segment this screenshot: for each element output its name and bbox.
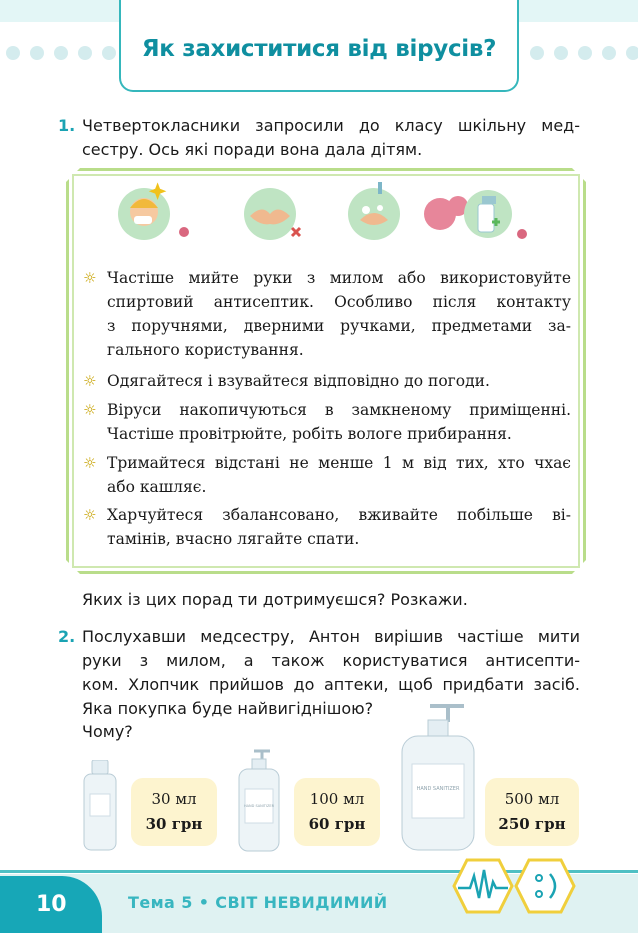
virus-spray-illustration bbox=[418, 180, 528, 246]
large-sanitizer-bottle bbox=[400, 700, 476, 852]
product-volume: 30 мл bbox=[151, 790, 197, 808]
tip-clothing bbox=[83, 369, 571, 393]
product-price: 60 грн bbox=[308, 815, 366, 833]
tip-line: Віруси накопичуються в замкненому приміщенні. bbox=[107, 401, 571, 419]
task-1-number: 1. bbox=[58, 116, 76, 135]
header-dot bbox=[78, 46, 92, 60]
price-card-500ml bbox=[485, 778, 579, 846]
tip-line: гального користування. bbox=[107, 341, 304, 359]
handshake-illustration bbox=[240, 180, 310, 246]
tip-text bbox=[83, 451, 571, 499]
task-2-line: ком. Хлопчик прийшов до аптеки, щоб придбати засіб. bbox=[82, 675, 580, 694]
tip-line: з поручнями, дверними ручками, предметами за- bbox=[107, 317, 571, 335]
tip-distance bbox=[83, 451, 571, 499]
header-dot bbox=[6, 46, 20, 60]
header-dot bbox=[626, 46, 638, 60]
page-number: 10 bbox=[36, 892, 67, 917]
header-dot bbox=[54, 46, 68, 60]
price-card-100ml bbox=[294, 778, 380, 846]
tip-nutrition bbox=[83, 503, 571, 551]
header-dot bbox=[530, 46, 544, 60]
header-dot bbox=[554, 46, 568, 60]
tip-line: або кашляє. bbox=[107, 478, 207, 496]
header-dot bbox=[578, 46, 592, 60]
header-dot bbox=[102, 46, 116, 60]
product-volume: 500 мл bbox=[504, 790, 560, 808]
task-2-line: Чому? bbox=[82, 722, 133, 741]
task-2-line: руки з милом, а також користуватися антисепти- bbox=[82, 651, 580, 670]
task-1-line: сестру. Ось які поради вона дала дітям. bbox=[82, 140, 423, 159]
tip-line: спиртовий антисептик. Особливо після контакту bbox=[107, 293, 571, 311]
smile-hexagon-icon bbox=[514, 858, 576, 914]
tip-line: Частіше мийте руки з милом або використовуйте bbox=[107, 269, 571, 287]
medium-sanitizer-bottle bbox=[236, 745, 282, 852]
sun-bullet-icon: ☼ bbox=[83, 454, 97, 472]
task-2-text bbox=[82, 625, 580, 721]
large-bottle-label: HAND SANITIZER bbox=[416, 786, 460, 792]
tip-text bbox=[83, 398, 571, 446]
footer-theme: Тема 5 • СВІТ НЕВИДИМИЙ bbox=[128, 893, 388, 912]
product-price: 30 грн bbox=[145, 815, 203, 833]
page-number-tab bbox=[0, 876, 102, 933]
question-text: Яких із цих порад ти дотримуєшся? Розкажи. bbox=[82, 590, 468, 609]
small-sanitizer-bottle bbox=[82, 760, 118, 852]
tip-line: Тримайтеся відстані не менше 1 м від тих, хто чхає bbox=[107, 454, 571, 472]
tip-text bbox=[83, 266, 571, 362]
header-dot bbox=[30, 46, 44, 60]
sun-bullet-icon: ☼ bbox=[83, 269, 97, 287]
tip-text bbox=[83, 503, 571, 551]
task-2-line: Яка покупка буде найвигіднішою? bbox=[82, 699, 374, 718]
page-title: Як захиститися від вірусів? bbox=[141, 36, 497, 62]
tip-line: Харчуйтеся збалансовано, вживайте побільше ві- bbox=[107, 506, 571, 524]
price-card-30ml bbox=[131, 778, 217, 846]
header-dot bbox=[602, 46, 616, 60]
task-2-number: 2. bbox=[58, 627, 76, 646]
tip-line: Одягайтеся і взувайтеся відповідно до погоди. bbox=[107, 372, 490, 390]
handwashing-illustration bbox=[340, 180, 410, 246]
sun-bullet-icon: ☼ bbox=[83, 372, 97, 390]
title-box bbox=[119, 0, 519, 92]
tip-handwashing bbox=[83, 266, 571, 362]
tip-line: тамінів, вчасно лягайте спати. bbox=[107, 530, 360, 548]
tip-line: Частіше провітрюйте, робіть вологе прибирання. bbox=[107, 425, 512, 443]
product-price: 250 грн bbox=[498, 815, 566, 833]
heartbeat-hexagon-icon bbox=[452, 858, 514, 914]
sneezing-child-illustration bbox=[104, 180, 194, 246]
task-1-text bbox=[82, 114, 580, 162]
sun-bullet-icon: ☼ bbox=[83, 506, 97, 524]
product-volume: 100 мл bbox=[309, 790, 365, 808]
task-1-line: Четвертокласники запросили до класу шкільну мед- bbox=[82, 116, 580, 135]
medium-bottle-label: HAND SANITIZER bbox=[244, 804, 274, 808]
sun-bullet-icon: ☼ bbox=[83, 401, 97, 419]
tip-ventilation bbox=[83, 398, 571, 446]
tip-text bbox=[83, 369, 571, 393]
task-2-line: Послухавши медсестру, Антон вирішив частіше мити bbox=[82, 627, 580, 646]
